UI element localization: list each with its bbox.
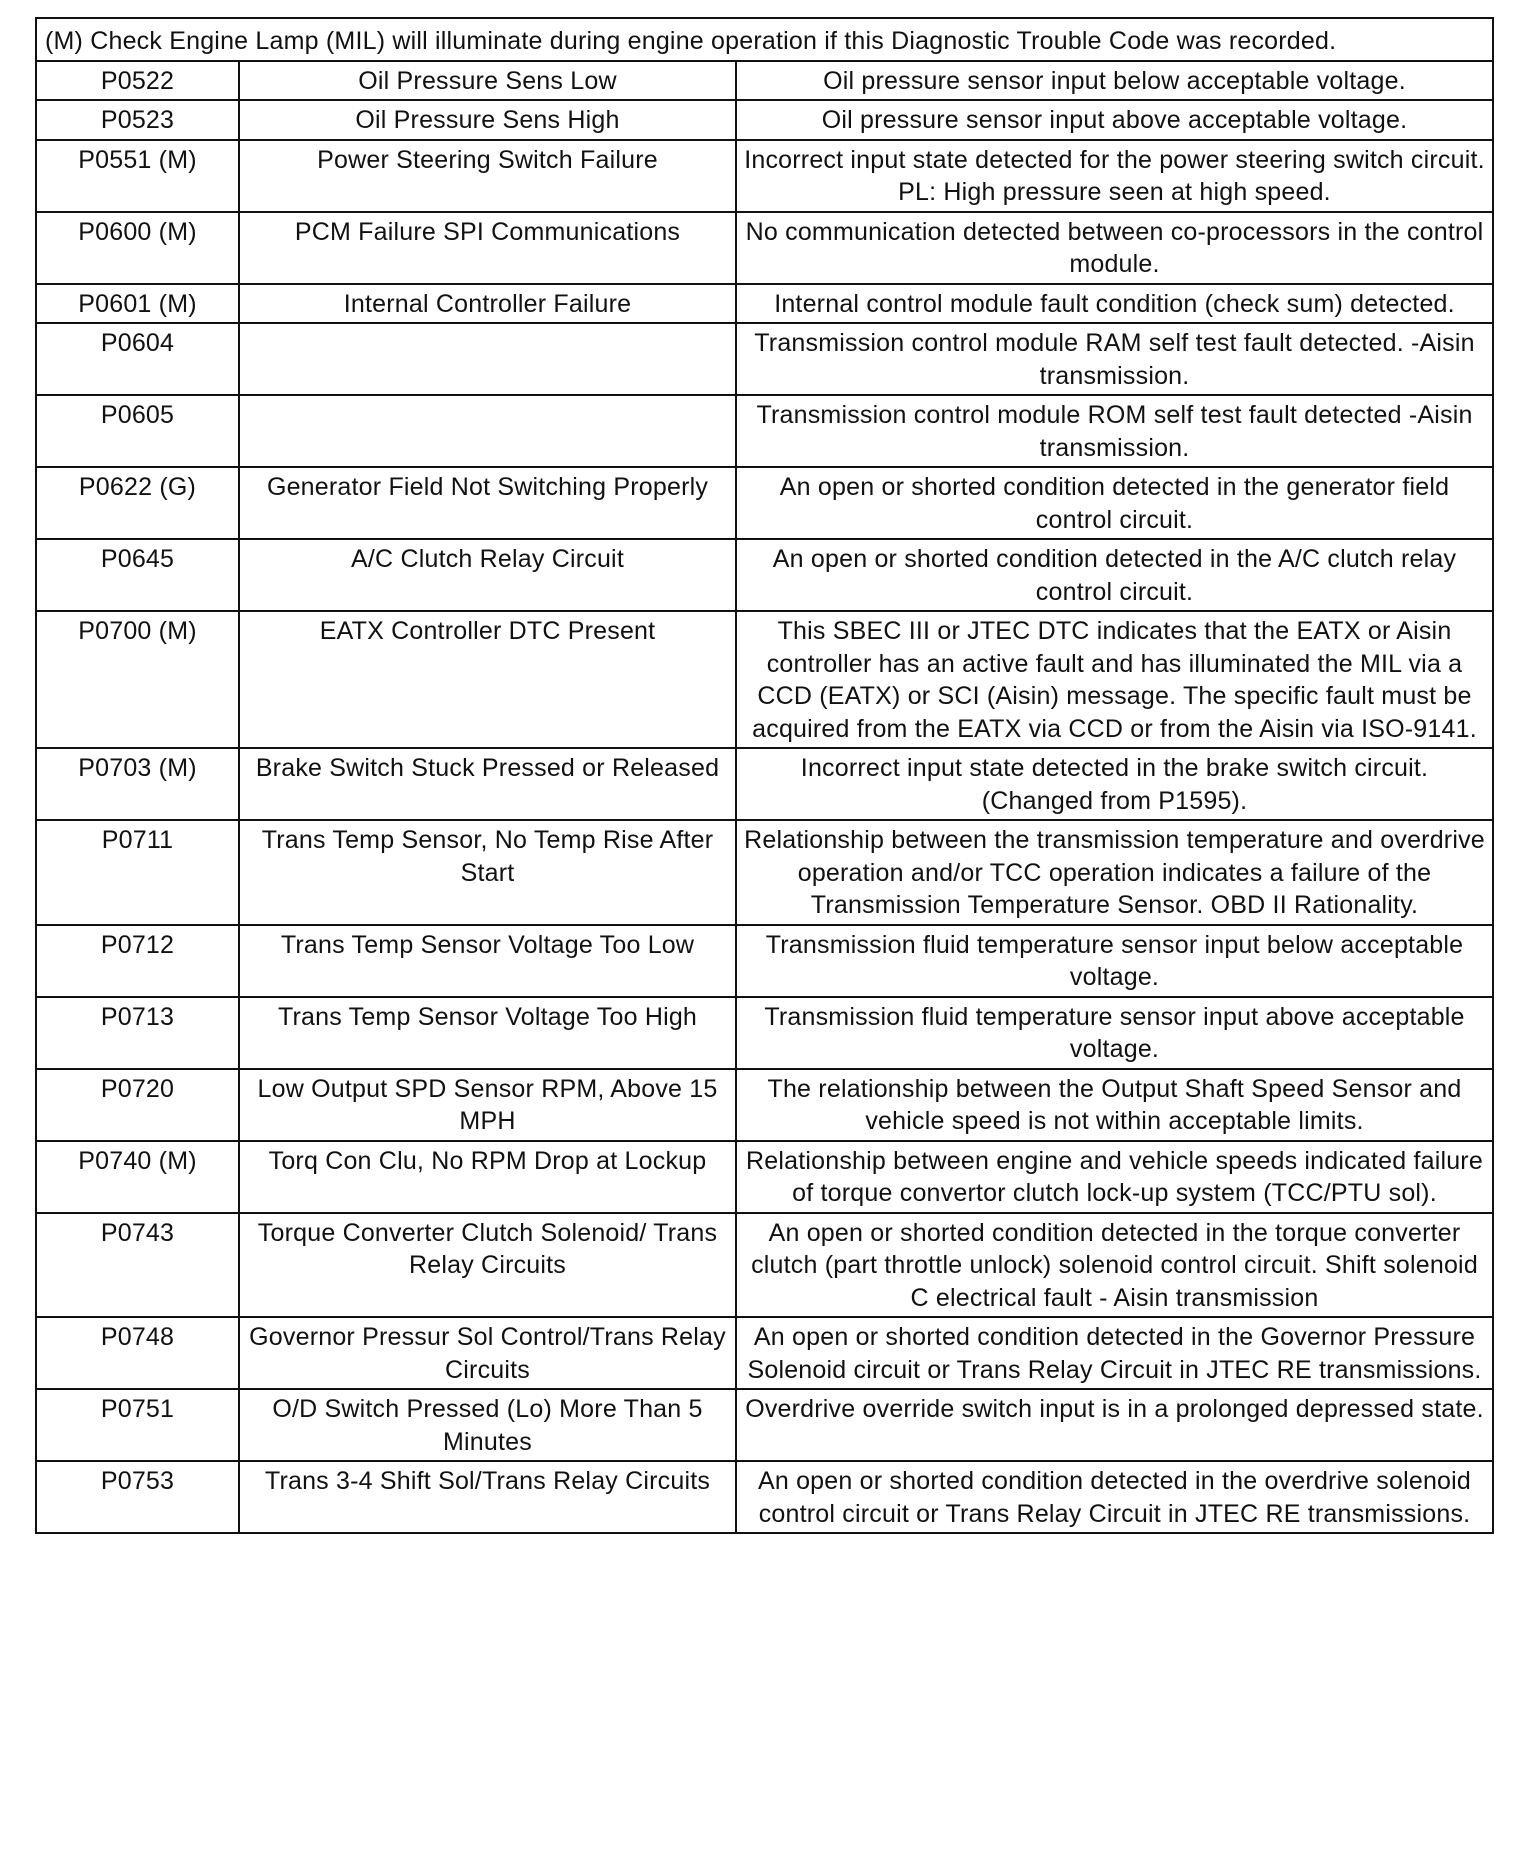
dtc-code-cell: P0711	[36, 820, 239, 925]
dtc-code-cell: P0601 (M)	[36, 284, 239, 324]
table-row	[36, 1141, 1493, 1213]
dtc-code-cell: P0753	[36, 1461, 239, 1533]
dtc-name-cell: Trans Temp Sensor Voltage Too High	[239, 997, 736, 1069]
table-row	[36, 1213, 1493, 1318]
dtc-code-cell: P0743	[36, 1213, 239, 1318]
dtc-description-cell: Incorrect input state detected for the power steering switch circuit. PL: High pressure seen at high speed.	[736, 140, 1493, 212]
dtc-code-cell: P0751	[36, 1389, 239, 1461]
dtc-name-cell: Trans Temp Sensor Voltage Too Low	[239, 925, 736, 997]
dtc-description-cell: An open or shorted condition detected in the A/C clutch relay control circuit.	[736, 539, 1493, 611]
table-row	[36, 395, 1493, 467]
dtc-name-cell: Trans Temp Sensor, No Temp Rise After Start	[239, 820, 736, 925]
dtc-code-cell: P0600 (M)	[36, 212, 239, 284]
dtc-description-cell: Internal control module fault condition (check sum) detected.	[736, 284, 1493, 324]
table-row	[36, 467, 1493, 539]
dtc-document	[35, 17, 1492, 1534]
dtc-description-cell: Oil pressure sensor input above acceptable voltage.	[736, 100, 1493, 140]
note-row	[36, 18, 1493, 61]
dtc-code-cell: P0551 (M)	[36, 140, 239, 212]
dtc-name-cell: Oil Pressure Sens Low	[239, 61, 736, 101]
dtc-code-cell: P0605	[36, 395, 239, 467]
dtc-name-cell	[239, 323, 736, 395]
table-row	[36, 1317, 1493, 1389]
dtc-code-cell: P0523	[36, 100, 239, 140]
dtc-code-cell: P0700 (M)	[36, 611, 239, 748]
dtc-table-body	[36, 18, 1493, 1533]
dtc-description-cell: No communication detected between co-processors in the control module.	[736, 212, 1493, 284]
table-row	[36, 611, 1493, 748]
dtc-description-cell: Transmission fluid temperature sensor input below acceptable voltage.	[736, 925, 1493, 997]
dtc-description-cell: The relationship between the Output Shaft Speed Sensor and vehicle speed is not within acceptable limits.	[736, 1069, 1493, 1141]
dtc-code-cell: P0645	[36, 539, 239, 611]
dtc-name-cell: O/D Switch Pressed (Lo) More Than 5 Minutes	[239, 1389, 736, 1461]
table-row	[36, 100, 1493, 140]
dtc-description-cell: An open or shorted condition detected in the overdrive solenoid control circuit or Trans Relay Circuit in JTEC RE transmissions.	[736, 1461, 1493, 1533]
dtc-name-cell: Power Steering Switch Failure	[239, 140, 736, 212]
dtc-name-cell: Low Output SPD Sensor RPM, Above 15 MPH	[239, 1069, 736, 1141]
dtc-name-cell: Internal Controller Failure	[239, 284, 736, 324]
table-row	[36, 997, 1493, 1069]
table-row	[36, 61, 1493, 101]
table-row	[36, 212, 1493, 284]
dtc-description-cell: An open or shorted condition detected in the torque converter clutch (part throttle unlock) solenoid control circuit. Shift solenoid C electrical fault - Aisin transmission	[736, 1213, 1493, 1318]
dtc-description-cell: An open or shorted condition detected in the Governor Pressure Solenoid circuit or Trans Relay Circuit in JTEC RE transmissions.	[736, 1317, 1493, 1389]
dtc-code-cell: P0622 (G)	[36, 467, 239, 539]
dtc-description-cell: An open or shorted condition detected in the generator field control circuit.	[736, 467, 1493, 539]
dtc-name-cell: A/C Clutch Relay Circuit	[239, 539, 736, 611]
dtc-name-cell: Governor Pressur Sol Control/Trans Relay Circuits	[239, 1317, 736, 1389]
table-row	[36, 1069, 1493, 1141]
dtc-description-cell: Relationship between the transmission temperature and overdrive operation and/or TCC operation indicates a failure of the Transmission Temperature Sensor. OBD II Rationality.	[736, 820, 1493, 925]
dtc-description-cell: Overdrive override switch input is in a prolonged depressed state.	[736, 1389, 1493, 1461]
table-row	[36, 539, 1493, 611]
dtc-description-cell: Incorrect input state detected in the brake switch circuit. (Changed from P1595).	[736, 748, 1493, 820]
table-row	[36, 748, 1493, 820]
dtc-code-cell: P0748	[36, 1317, 239, 1389]
dtc-code-cell: P0720	[36, 1069, 239, 1141]
mil-note: (M) Check Engine Lamp (MIL) will illuminate during engine operation if this Diagnostic Trouble Code was recorded.	[36, 18, 1493, 61]
table-row	[36, 1389, 1493, 1461]
table-row	[36, 140, 1493, 212]
dtc-name-cell: Torque Converter Clutch Solenoid/ Trans Relay Circuits	[239, 1213, 736, 1318]
dtc-description-cell: This SBEC III or JTEC DTC indicates that the EATX or Aisin controller has an active fault and has illuminated the MIL via a CCD (EATX) or SCI (Aisin) message. The specific fault must be acquired from the EATX via CCD or from the Aisin via ISO-9141.	[736, 611, 1493, 748]
dtc-code-cell: P0604	[36, 323, 239, 395]
table-row	[36, 323, 1493, 395]
dtc-name-cell: PCM Failure SPI Communications	[239, 212, 736, 284]
dtc-code-cell: P0522	[36, 61, 239, 101]
dtc-name-cell: EATX Controller DTC Present	[239, 611, 736, 748]
table-row	[36, 925, 1493, 997]
dtc-code-cell: P0713	[36, 997, 239, 1069]
dtc-description-cell: Oil pressure sensor input below acceptable voltage.	[736, 61, 1493, 101]
dtc-code-cell: P0740 (M)	[36, 1141, 239, 1213]
table-row	[36, 284, 1493, 324]
dtc-name-cell: Oil Pressure Sens High	[239, 100, 736, 140]
dtc-name-cell: Brake Switch Stuck Pressed or Released	[239, 748, 736, 820]
dtc-table	[35, 17, 1494, 1534]
dtc-name-cell: Torq Con Clu, No RPM Drop at Lockup	[239, 1141, 736, 1213]
dtc-description-cell: Transmission fluid temperature sensor input above acceptable voltage.	[736, 997, 1493, 1069]
dtc-name-cell: Generator Field Not Switching Properly	[239, 467, 736, 539]
dtc-code-cell: P0703 (M)	[36, 748, 239, 820]
dtc-description-cell: Transmission control module ROM self test fault detected -Aisin transmission.	[736, 395, 1493, 467]
table-row	[36, 1461, 1493, 1533]
dtc-name-cell	[239, 395, 736, 467]
dtc-description-cell: Transmission control module RAM self test fault detected. -Aisin transmission.	[736, 323, 1493, 395]
dtc-description-cell: Relationship between engine and vehicle speeds indicated failure of torque convertor clutch lock-up system (TCC/PTU sol).	[736, 1141, 1493, 1213]
dtc-code-cell: P0712	[36, 925, 239, 997]
dtc-name-cell: Trans 3-4 Shift Sol/Trans Relay Circuits	[239, 1461, 736, 1533]
table-row	[36, 820, 1493, 925]
